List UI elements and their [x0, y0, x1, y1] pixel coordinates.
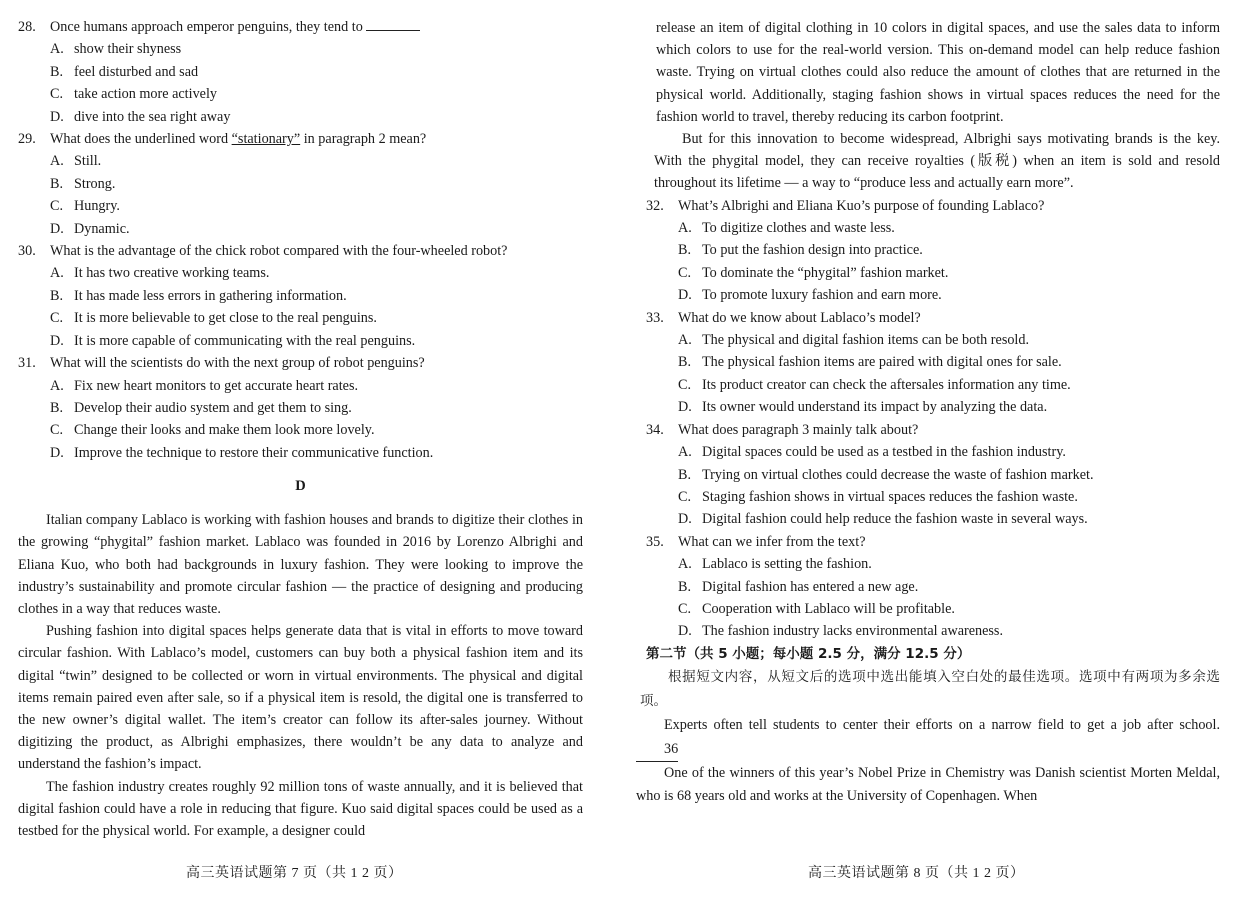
question-34 [646, 419, 1220, 441]
option-letter: A. [50, 153, 64, 170]
option-letter: C. [678, 488, 692, 505]
option [646, 262, 1220, 284]
option [646, 620, 1220, 642]
option-letter: B. [50, 63, 64, 80]
option-text: take action more actively [74, 86, 217, 103]
question-text: What does the underlined word [50, 131, 229, 148]
question-number: 32. [646, 197, 664, 214]
option-text: It is more believable to get close to the real penguins. [74, 310, 377, 327]
option [646, 598, 1220, 620]
option-letter: A. [678, 444, 692, 461]
passage-paragraph: Italian company Lablaco is working with fashion houses and brands to digitize their clothes in the growing “phygital” fashion market. Lablaco was founded in 2016 by Lorenzo Albrighi and Eliana Kuo, who both had backgrounds in luxury fashion. They were looking to improve the industry’s sustainability and promote circular fashion — the practice of designing and producing clothes in a way that reduces waste. [18, 512, 583, 617]
option [18, 38, 583, 60]
option [646, 239, 1220, 261]
section-heading: D [295, 478, 306, 495]
question-31 [18, 352, 583, 374]
option-text: The fashion industry lacks environmental awareness. [702, 623, 1003, 640]
option-text: Still. [74, 153, 102, 170]
option [646, 217, 1220, 239]
option-text: Lablaco is setting the fashion. [702, 556, 872, 573]
question-text: What does paragraph 3 mainly talk about? [678, 421, 919, 438]
option-text: dive into the sea right away [74, 108, 231, 125]
option-text: To put the fashion design into practice. [702, 242, 923, 259]
option [18, 307, 583, 329]
option [646, 396, 1220, 418]
option-text: To digitize clothes and waste less. [702, 220, 895, 237]
question-30 [18, 240, 583, 262]
question-number: 35. [646, 533, 664, 550]
question-text: What will the scientists do with the next group of robot penguins? [50, 355, 425, 372]
passage-paragraph: One of the winners of this year’s Nobel Prize in Chemistry was Danish scientist Morten Meldal, who is 68 years old and works at the University of Copenhagen. When [636, 765, 1220, 805]
option-text: It has two creative working teams. [74, 265, 270, 282]
option [18, 106, 583, 128]
passage-paragraph: The fashion industry creates roughly 92 million tons of waste annually, and it is believed that digital fashion could have a role in reducing that figure. Kuo said digital spaces could be used as a testbed for the physical world. For example, a designer could [18, 778, 583, 839]
part2-instructions: 根据短文内容，从短文后的选项中选出能填入空白处的最佳选项。选项中有两项为多余选项。 [640, 669, 1220, 710]
option-letter: D. [678, 623, 692, 640]
passage-paragraph: Pushing fashion into digital spaces helps generate data that is vital in efforts to move toward circular fashion. With Lablaco’s model, customers can buy both a physical fashion item and its digital “twin” designed to be collected or worn in virtual environments. The physical and digital items remain paired even after sale, so if a physical item is resold, the digital one is transferred to the new owner’s digital wallet. The item’s creator can follow its after-sales journey. Without digitizing the product, as Albrighi emphasizes, there wouldn’t be any data to analyze and understand the fashion’s impact. [18, 623, 583, 773]
option-text: To promote luxury fashion and earn more. [702, 287, 942, 304]
option-letter: D. [678, 287, 692, 304]
option [18, 61, 583, 83]
option-letter: A. [678, 220, 692, 237]
option-letter: C. [50, 198, 64, 215]
option [18, 442, 583, 464]
option-text: show their shyness [74, 41, 182, 58]
option-letter: D. [50, 108, 64, 125]
option-text: Cooperation with Lablaco will be profitable. [702, 600, 955, 617]
option-letter: A. [50, 265, 64, 282]
option-text: feel disturbed and sad [74, 63, 199, 80]
passage-text: Experts often tell students to center their efforts on a narrow field to get a job after school. [664, 717, 1220, 734]
option [646, 464, 1220, 486]
option-letter: B. [50, 399, 64, 416]
question-number: 33. [646, 309, 664, 326]
question-text: What’s Albrighi and Eliana Kuo’s purpose of founding Lablaco? [678, 197, 1045, 214]
option [18, 195, 583, 217]
option [646, 576, 1220, 598]
option-letter: B. [678, 354, 692, 371]
passage-paragraph: But for this innovation to become widespread, Albrighi says motivating brands is the key. With the phygital model, they can receive royalties (版税) when an item is sold and resold throughout its lifetime — a way to “produce less and actually earn more”. [654, 131, 1220, 192]
option-text: It has made less errors in gathering information. [74, 287, 347, 304]
question-number: 30. [18, 243, 36, 260]
option-letter: C. [678, 376, 692, 393]
option [646, 284, 1220, 306]
option-letter: C. [50, 86, 64, 103]
option-text: Digital fashion could help reduce the fashion waste in several ways. [702, 511, 1088, 528]
option-letter: C. [50, 310, 64, 327]
option-letter: D. [678, 511, 692, 528]
option-letter: B. [678, 466, 692, 483]
option-text: Digital spaces could be used as a testbed in the fashion industry. [702, 444, 1066, 461]
option-letter: A. [50, 377, 64, 394]
option-letter: B. [678, 242, 692, 259]
option-letter: B. [50, 287, 64, 304]
option [646, 486, 1220, 508]
option-letter: A. [678, 332, 692, 349]
question-29 [18, 128, 583, 150]
question-number: 28. [18, 19, 36, 35]
question-28 [18, 16, 583, 38]
option-text: Hungry. [74, 198, 120, 215]
option [18, 285, 583, 307]
option [646, 374, 1220, 396]
option [646, 553, 1220, 575]
option-letter: D. [50, 220, 64, 237]
option [18, 262, 583, 284]
answer-blank [366, 16, 420, 31]
option-letter: C. [678, 600, 692, 617]
question-33 [646, 307, 1220, 329]
option-text: Improve the technique to restore their communicative function. [74, 444, 434, 461]
option-text: Dynamic. [74, 220, 130, 237]
option-text: Its owner would understand its impact by analyzing the data. [702, 399, 1048, 416]
option [646, 441, 1220, 463]
page-footer: 高三英语试题第 8 页（共 1 2 页） [808, 866, 1025, 881]
option [18, 218, 583, 240]
option [18, 397, 583, 419]
option-text: Strong. [74, 175, 116, 192]
right-page [636, 17, 1220, 808]
question-35 [646, 531, 1220, 553]
option-text: Staging fashion shows in virtual spaces reduces the fashion waste. [702, 488, 1078, 505]
option-letter: B. [678, 578, 692, 595]
option-text: Change their looks and make them look more lovely. [74, 422, 375, 439]
question-text: What do we know about Lablaco’s model? [678, 309, 921, 326]
question-text: Once humans approach emperor penguins, they tend to [50, 19, 363, 35]
option [18, 150, 583, 172]
option-text: Fix new heart monitors to get accurate heart rates. [74, 377, 359, 394]
option [18, 330, 583, 352]
option [646, 329, 1220, 351]
underlined-word: “stationary” [231, 131, 301, 148]
option-text: The physical fashion items are paired with digital ones for sale. [702, 354, 1062, 371]
option-text: To dominate the “phygital” fashion market. [702, 264, 949, 281]
left-page [18, 16, 583, 842]
page-footer: 高三英语试题第 7 页（共 1 2 页） [186, 866, 403, 881]
option-letter: A. [50, 41, 64, 58]
option-text: Trying on virtual clothes could decrease the waste of fashion market. [702, 466, 1094, 483]
option-letter: D. [678, 399, 692, 416]
question-text: What can we infer from the text? [678, 533, 866, 550]
option-letter: A. [678, 556, 692, 573]
question-number: 34. [646, 421, 664, 438]
option-text: Its product creator can check the aftersales information any time. [702, 376, 1071, 393]
option-letter: D. [50, 332, 64, 349]
option-letter: C. [50, 422, 64, 439]
part2-header: 第二节（共 5 小题；每小题 2.5 分，满分 12.5 分） [646, 645, 971, 662]
passage-paragraph: release an item of digital clothing in 10 colors in digital spaces, and use the sales data to inform which colors to use for the real-world version. This on-demand model can help reduce fashion waste. Trying on virtual clothes could also reduce the amount of clothes that are returned in the physical world. Additionally, staging fashion shows in virtual spaces reduces the need for the fashion world to travel, thereby reducing its carbon footprint. [656, 20, 1220, 125]
question-32 [646, 195, 1220, 217]
option [18, 83, 583, 105]
option-letter: C. [678, 264, 692, 281]
option [18, 375, 583, 397]
question-number: 29. [18, 131, 36, 148]
question-text: in paragraph 2 mean? [303, 131, 427, 148]
option-letter: B. [50, 175, 64, 192]
option-text: Develop their audio system and get them to sing. [74, 399, 352, 416]
option [646, 351, 1220, 373]
option-text: The physical and digital fashion items can be both resold. [702, 332, 1030, 349]
passage-paragraph [636, 713, 1220, 762]
option [18, 419, 583, 441]
option [646, 508, 1220, 530]
option-letter: D. [50, 444, 64, 461]
question-text: What is the advantage of the chick robot compared with the four-wheeled robot? [50, 243, 508, 260]
blank-36: 36 [636, 737, 678, 762]
question-number: 31. [18, 355, 36, 372]
option-text: It is more capable of communicating with the real penguins. [74, 332, 416, 349]
option-text: Digital fashion has entered a new age. [702, 578, 919, 595]
option [18, 173, 583, 195]
